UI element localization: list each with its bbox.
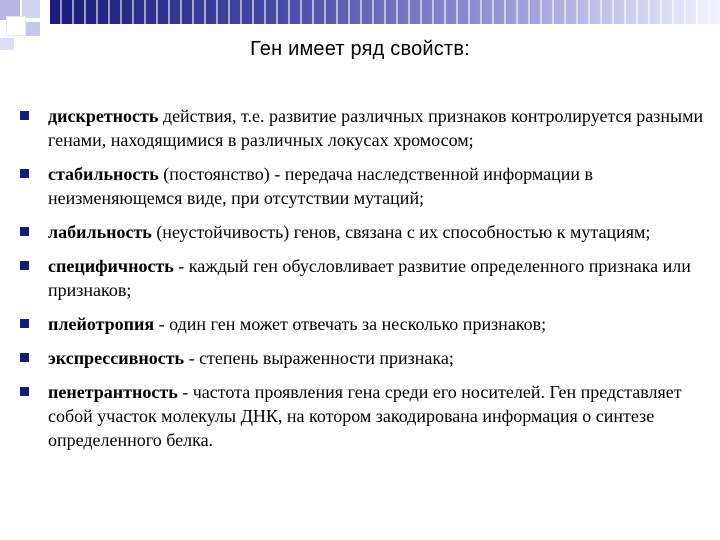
square-bullet-icon [20,227,29,236]
decor-square [26,22,40,36]
square-bullet-icon [20,387,29,396]
description: (неустойчивость) генов, связана с их способностью к мутациям; [151,222,651,242]
term: экспрессивность [48,348,185,368]
description: - частота проявления гена среди его носителей. Ген представляет собой участок молекулы ДНК, на котором закодирована информация о синтезе определенного белка. [48,382,682,450]
header-gradient-band [50,0,720,24]
term: специфичность [48,256,174,276]
square-bullet-icon [20,353,29,362]
properties-list [20,104,714,462]
square-bullet-icon [20,111,29,120]
square-bullet-icon [20,169,29,178]
list-item [20,254,714,302]
square-bullet-icon [20,261,29,270]
list-item [20,312,714,336]
term: плейотропия [48,314,155,334]
description: - степень выраженности признака; [184,348,454,368]
decor-square [6,16,26,36]
term: стабильность [48,164,159,184]
term: дискретность [48,106,159,126]
list-item [20,346,714,370]
list-item [20,380,714,452]
description: (постоянство) - передача наследственной информации в неизменяющемся виде, при отсутствии мутаций; [48,164,594,208]
list-item [20,220,714,244]
slide-title: Ген имеет ряд свойств: [250,38,470,60]
square-bullet-icon [20,319,29,328]
list-item [20,104,714,152]
description: действия, т.е. развитие различных признаков контролируется разными генами, находящимися в различных локусах хромосом; [48,106,704,150]
list-item [20,162,714,210]
term: пенетрантность [48,382,178,402]
description: - каждый ген обусловливает развитие определенного признака или признаков; [48,256,691,300]
term: лабильность [48,222,152,242]
description: - один ген может отвечать за несколько признаков; [154,314,547,334]
